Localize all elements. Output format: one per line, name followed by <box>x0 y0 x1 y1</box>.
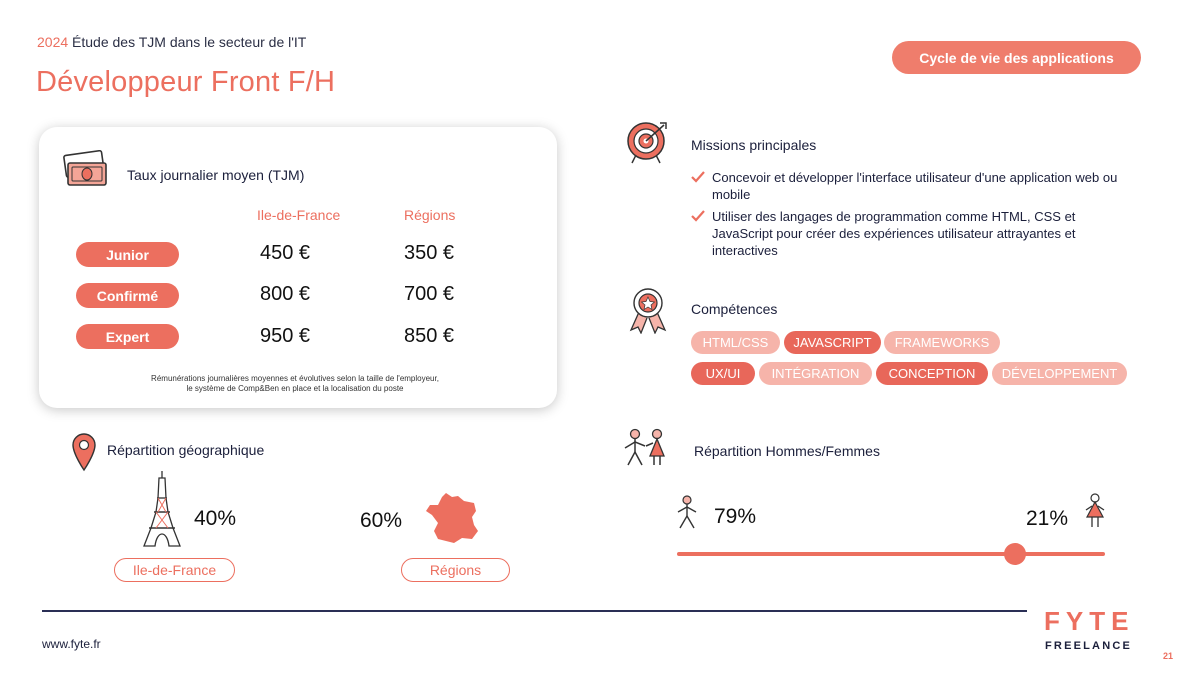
gender-ratio-marker <box>1004 543 1026 565</box>
mission-item <box>691 169 1131 203</box>
skill-chip-javascript: JAVASCRIPT <box>784 331 881 354</box>
woman-icon <box>1083 493 1107 534</box>
gender-ratio-track <box>677 552 1105 556</box>
gender-title: Répartition Hommes/Femmes <box>694 443 880 459</box>
column-header-idf: Ile-de-France <box>257 207 341 223</box>
website-link[interactable]: www.fyte.fr <box>42 637 101 651</box>
price-confirme-regions: 700 € <box>404 283 455 305</box>
tjm-footnote-line1: Rémunérations journalières moyennes et évolutives selon la taille de l'employeur, <box>151 374 439 383</box>
level-badge-expert: Expert <box>76 324 179 349</box>
target-icon <box>624 121 670 170</box>
skill-chip-html-css: HTML/CSS <box>691 331 780 354</box>
idf-label: Ile-de-France <box>114 558 235 582</box>
skill-chip-integration: INTÉGRATION <box>759 362 872 385</box>
tjm-title: Taux journalier moyen (TJM) <box>127 167 305 183</box>
price-junior-regions: 350 € <box>404 242 455 264</box>
missions-title: Missions principales <box>691 137 817 153</box>
brand-logo: FYTE <box>1044 606 1135 636</box>
skill-chip-developpement: DÉVELOPPEMENT <box>992 362 1127 385</box>
page-number: 21 <box>1163 651 1174 661</box>
study-subtitle <box>37 34 306 50</box>
men-percentage: 79% <box>714 505 757 528</box>
page-title: Développeur Front F/H <box>36 66 336 98</box>
check-icon <box>691 170 705 187</box>
award-ribbon-icon <box>627 288 669 339</box>
skill-chip-ux-ui: UX/UI <box>691 362 755 385</box>
price-expert-idf: 950 € <box>260 325 311 347</box>
mission-text: Concevoir et développer l'interface utilisateur d'une application web ou mobile <box>712 170 1118 202</box>
mission-text: Utiliser des langages de programmation comme HTML, CSS et JavaScript pour créer des expériences utilisateur attrayantes et interactives <box>712 209 1076 258</box>
price-expert-regions: 850 € <box>404 325 455 347</box>
man-icon <box>676 495 698 534</box>
women-percentage: 21% <box>1026 507 1069 530</box>
price-junior-idf: 450 € <box>260 242 311 264</box>
tjm-footnote <box>130 374 460 394</box>
skill-chip-conception: CONCEPTION <box>876 362 988 385</box>
check-icon <box>691 209 705 226</box>
skill-chip-frameworks: FRAMEWORKS <box>884 331 1000 354</box>
france-map-icon <box>424 491 480 550</box>
study-year: 2024 <box>37 34 69 50</box>
geo-title: Répartition géographique <box>107 442 265 458</box>
brand-logo-subtitle: FREELANCE <box>1045 640 1133 652</box>
level-badge-junior: Junior <box>76 242 179 267</box>
cycle-button[interactable]: Cycle de vie des applications <box>892 41 1141 74</box>
level-badge-confirme: Confirmé <box>76 283 179 308</box>
location-pin-icon <box>71 432 97 477</box>
couple-icon <box>622 428 670 473</box>
column-header-regions: Régions <box>404 207 456 223</box>
footer-divider <box>42 610 1027 612</box>
eiffel-tower-icon <box>142 470 182 553</box>
price-confirme-idf: 800 € <box>260 283 311 305</box>
regions-percentage: 60% <box>360 509 403 532</box>
tjm-footnote-line2: le système de Comp&Ben en place et la localisation du poste <box>186 384 404 393</box>
study-name: Étude des TJM dans le secteur de l'IT <box>72 34 307 50</box>
mission-item <box>691 208 1131 259</box>
regions-label: Régions <box>401 558 510 582</box>
idf-percentage: 40% <box>194 507 237 530</box>
skills-title: Compétences <box>691 301 778 317</box>
money-icon <box>62 150 108 195</box>
